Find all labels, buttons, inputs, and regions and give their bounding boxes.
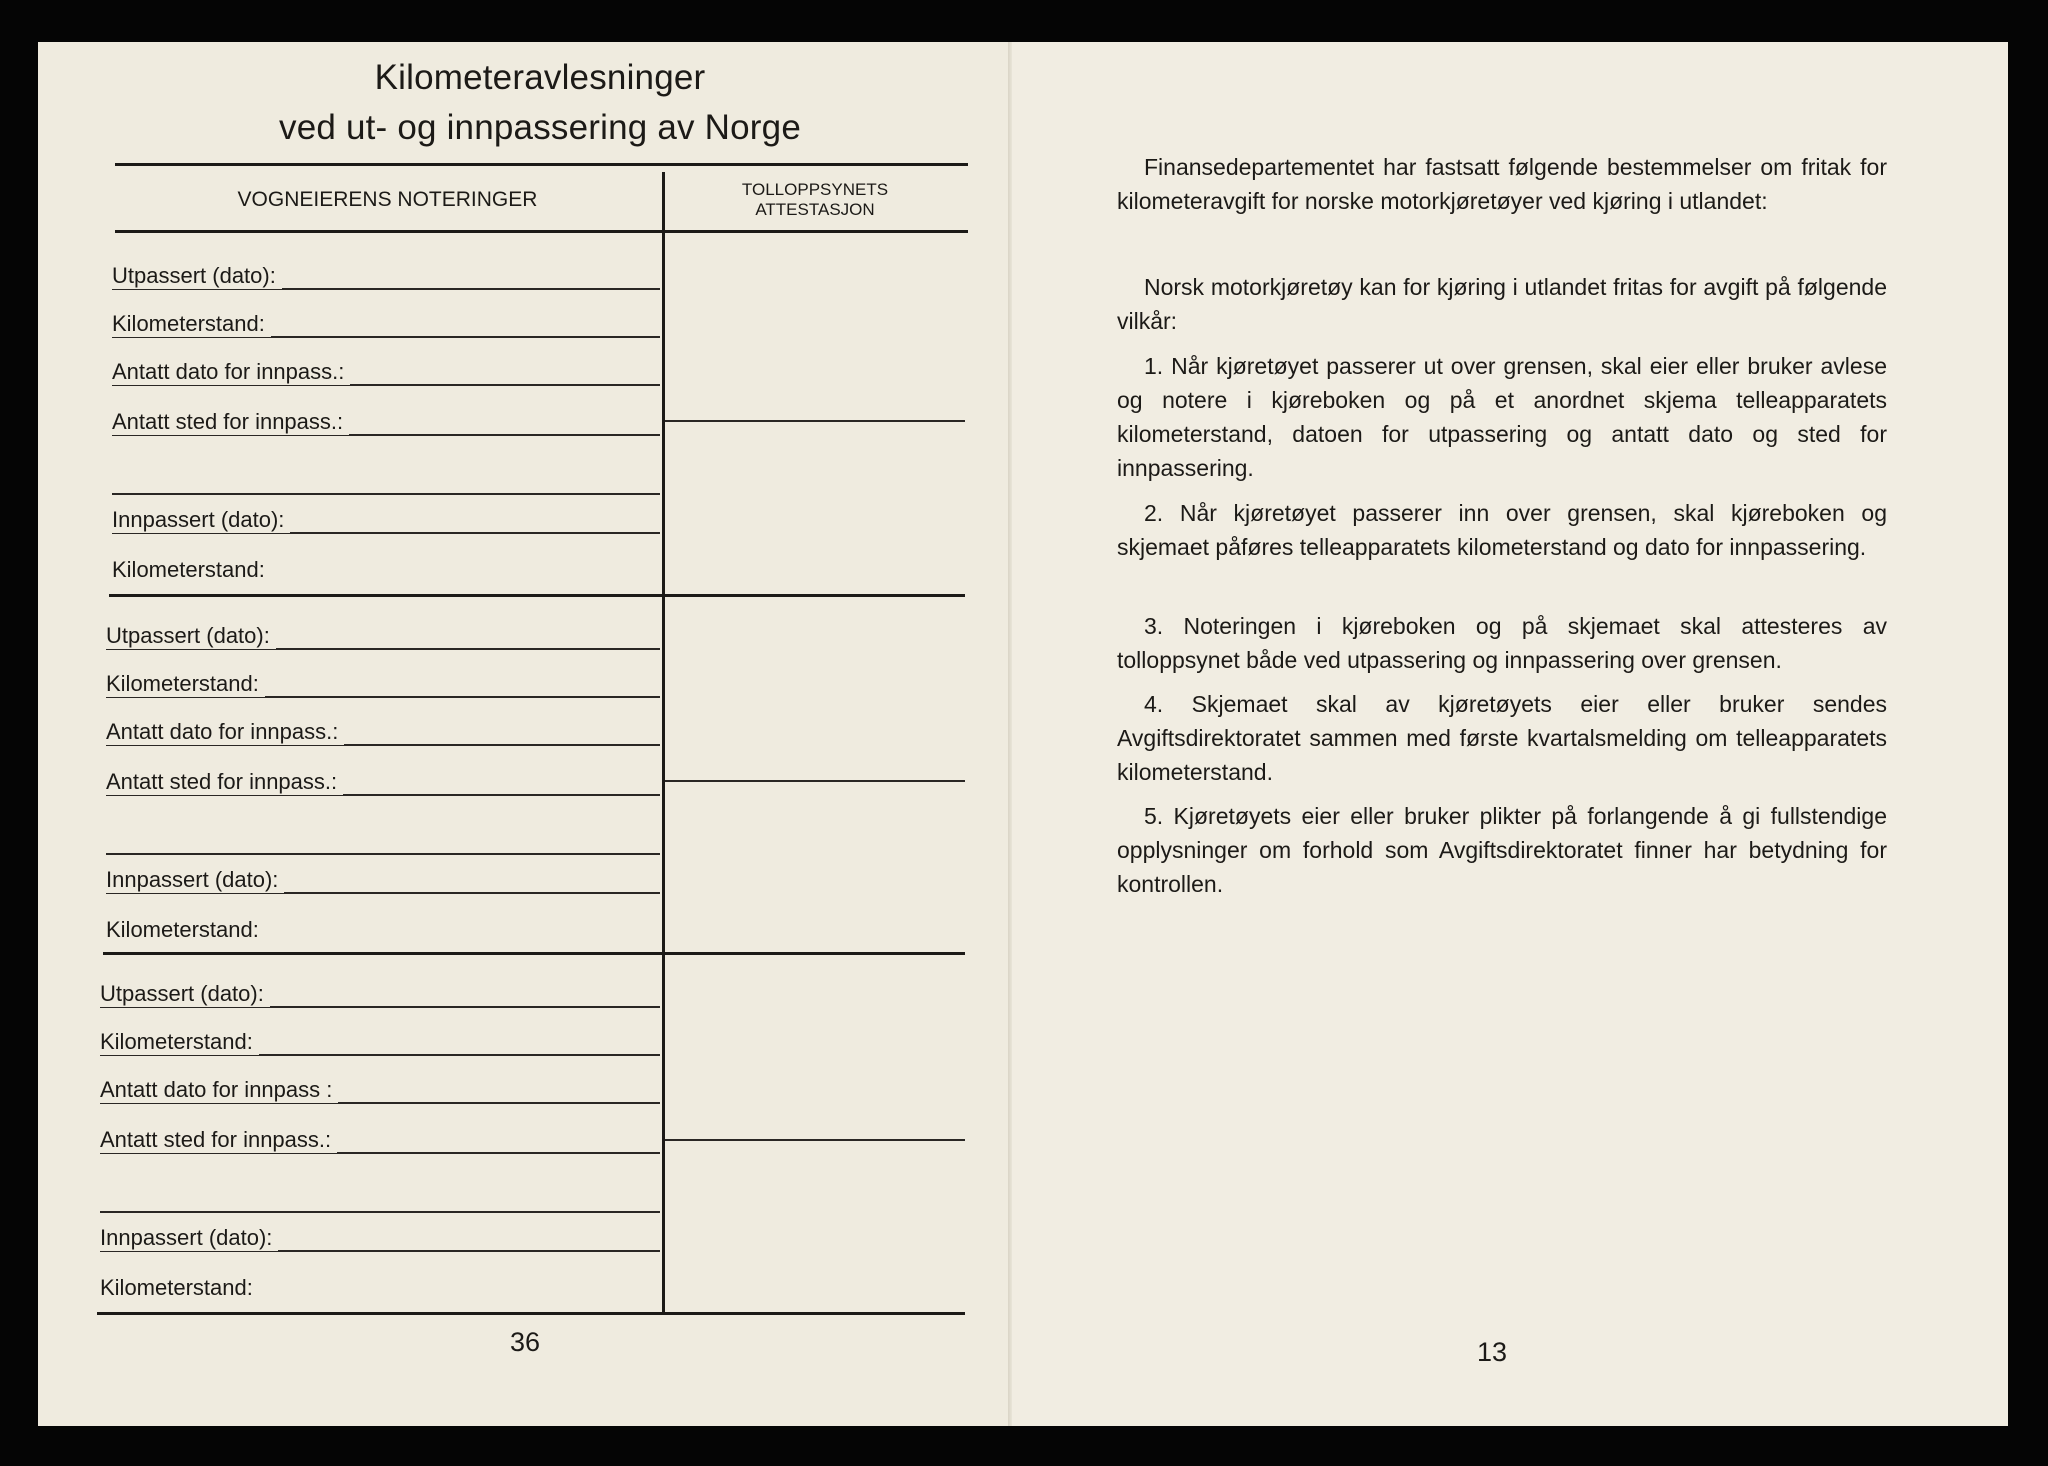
form-field-label: Antatt dato for innpass.: [106,719,344,745]
rule-item: 2. Når kjøretøyet passerer inn over grensen, skal kjøreboken og skjemaet påføres telleapparatets kilometerstand og dato for innpassering. [1117,500,1887,560]
form-field-label: Innpassert (dato): [112,507,290,533]
form-field-line[interactable] [106,853,660,855]
form-field-label: Antatt dato for innpass : [100,1077,338,1103]
form-field-label: Utpassert (dato): [100,981,270,1007]
form-title-line2: ved ut- og innpassering av Norge [279,108,801,147]
page-fold [1008,42,1012,1426]
form-field-label: Antatt sted for innpass.: [106,769,343,795]
column-header-customs-line2: ATTESTASJON [755,200,875,219]
rule-item: 4. Skjemaet skal av kjøretøyets eier eller bruker sendes Avgiftsdirektoratet sammen med første kvartalsmelding om telleapparatets kilometerstand. [1117,691,1887,785]
column-header-owner: VOGNEIERENS NOTERINGER [237,188,538,211]
block-separator-rule [109,594,965,597]
form-field-label: Kilometerstand: [106,917,265,943]
customs-attestation-line[interactable] [665,1139,965,1141]
form-field-label: Utpassert (dato): [112,263,282,289]
form-field-line[interactable] [100,1211,660,1213]
column-header-customs-line1: TOLLOPPSYNETS [741,180,889,199]
form-field-label: Antatt sted for innpass.: [112,409,349,435]
form-field-label: Kilometerstand: [100,1275,259,1301]
form-field-label: Innpassert (dato): [100,1225,278,1251]
rule-item: 5. Kjøretøyets eier eller bruker plikter på forlangende å gi fullstendige opplysninger om forhold som Avgiftsdirektoratet finner har betydning for kontrollen. [1117,803,1887,897]
rule-item: 3. Noteringen i kjøreboken og på skjemaet skal attesteres av tolloppsynet både ved utpassering og innpassering over grensen. [1117,613,1887,673]
form-field-label: Utpassert (dato): [106,623,276,649]
header-top-rule [115,163,968,166]
form-field-label: Kilometerstand: [106,671,265,697]
column-divider [662,172,665,1312]
form-title-line1: Kilometeravlesninger [374,58,706,97]
form-field-label: Kilometerstand: [112,557,271,583]
page-number-left: 36 [510,1327,541,1357]
column-header-customs [665,180,965,220]
form-field-label: Antatt sted for innpass.: [100,1127,337,1153]
intro-paragraph: Norsk motorkjøretøy kan for kjøring i utlandet fritas for avgift på følgende vilkår: [1117,274,1887,334]
form-field-label: Innpassert (dato): [106,867,284,893]
form-field-label: Kilometerstand: [100,1029,259,1055]
form-field-label: Kilometerstand: [112,311,271,337]
header-bottom-rule [115,230,968,233]
customs-attestation-line[interactable] [665,420,965,422]
block-separator-rule [97,1312,965,1315]
customs-attestation-line[interactable] [665,780,965,782]
rule-item: 1. Når kjøretøyet passerer ut over grensen, skal eier eller bruker avlese og notere i kjøreboken og på et anordnet skjema telleapparatets kilometerstand, datoen for utpassering og antatt dato og sted for innpassering. [1117,353,1887,481]
page-number-right: 13 [1477,1337,1508,1367]
form-field-label: Antatt dato for innpass.: [112,359,350,385]
intro-paragraph: Finansedepartementet har fastsatt følgende bestemmelser om fritak for kilometeravgift for norske motorkjøretøyer ved kjøring i utlandet: [1117,154,1887,214]
form-field-line[interactable] [112,493,660,495]
block-separator-rule [103,952,965,955]
